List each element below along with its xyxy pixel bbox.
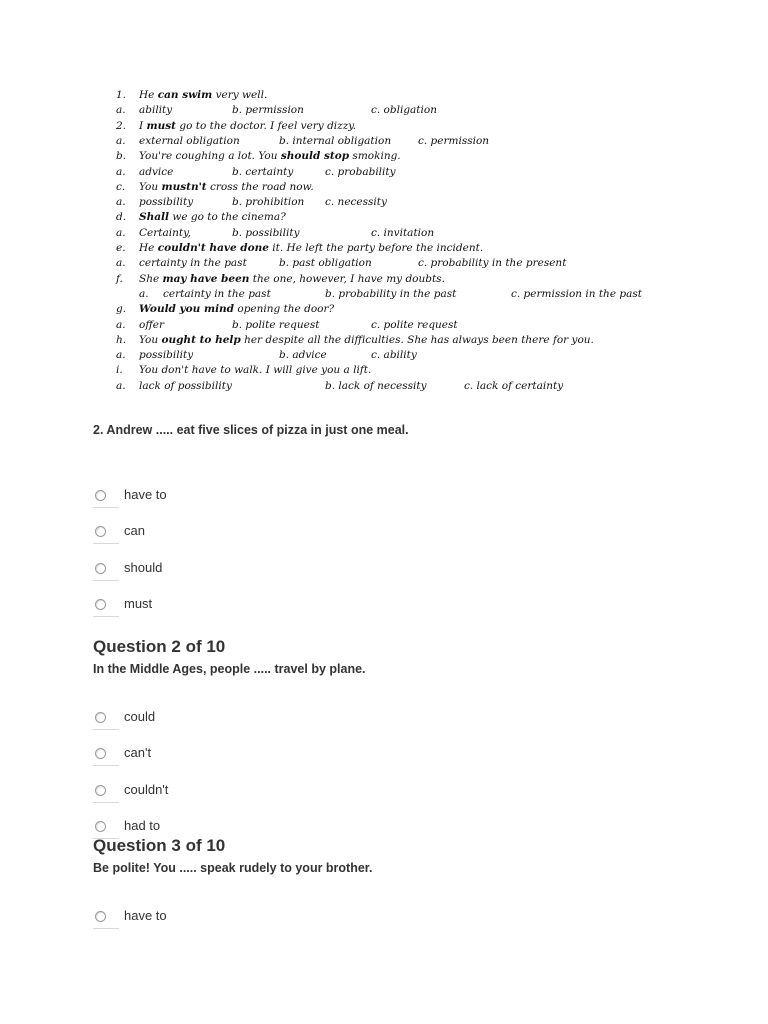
modal-verb-highlight: ought to help	[161, 333, 241, 346]
answer-option-must[interactable]	[93, 596, 293, 620]
choice-option: c. necessity	[325, 196, 387, 209]
option-underline	[93, 928, 119, 929]
question-prompt: Be polite! You ..... speak rudely to your brother.	[93, 861, 373, 875]
item-marker: e.	[116, 242, 126, 254]
choice-option: c. permission	[418, 134, 490, 147]
item-marker: b.	[116, 150, 127, 163]
option-underline	[93, 802, 119, 803]
choice-option: certainty in the past	[139, 257, 247, 270]
sentence-fragment: You	[139, 180, 162, 193]
sentence-fragment: You're coughing a lot. You	[139, 150, 281, 163]
sentence-row	[0, 119, 768, 134]
radio-button[interactable]	[95, 911, 106, 922]
item-marker: 2.	[116, 119, 127, 132]
sentence-row	[0, 210, 768, 225]
option-label: can	[124, 523, 145, 538]
sentence-fragment: He	[139, 242, 158, 254]
radio-button[interactable]	[95, 563, 106, 574]
sentence-row	[0, 363, 768, 378]
answer-choices-row	[0, 165, 768, 180]
choice-option: b. past obligation	[279, 257, 372, 270]
answer-choices-row	[0, 348, 768, 363]
option-label: have to	[124, 908, 167, 923]
option-underline	[93, 616, 119, 617]
sentence-fragment: You don't have to walk. I will give you a lift.	[139, 364, 372, 377]
sentence-text	[139, 272, 445, 287]
item-marker: a.	[139, 287, 149, 300]
choice-option: c. lack of certainty	[464, 379, 564, 392]
sentence-fragment: smoking.	[349, 150, 401, 163]
answer-choices-row	[0, 318, 768, 333]
sentence-row	[0, 302, 768, 317]
radio-button[interactable]	[95, 748, 106, 759]
answer-choices-row	[0, 256, 768, 271]
choice-option: c. permission in the past	[511, 287, 642, 300]
sentence-text	[139, 363, 371, 378]
sentence-text	[139, 302, 334, 317]
choice-option: possibility	[139, 349, 194, 362]
item-marker: a.	[116, 257, 126, 270]
sentence-row	[0, 241, 768, 256]
sentence-text	[139, 149, 401, 164]
choice-option: b. permission	[232, 104, 304, 117]
choice-option: Certainty,	[139, 226, 191, 239]
item-marker: a.	[116, 226, 126, 239]
choice-option: external obligation	[139, 134, 240, 147]
radio-button[interactable]	[95, 785, 106, 796]
modal-verb-highlight: Shall	[139, 211, 169, 224]
option-label: had to	[124, 818, 161, 833]
option-underline	[93, 729, 119, 730]
sentence-fragment: we go to the cinema?	[169, 211, 286, 224]
choice-option: b. polite request	[232, 318, 320, 331]
sentence-text	[139, 333, 594, 348]
item-marker: a.	[116, 379, 126, 392]
choice-option: c. invitation	[371, 226, 435, 239]
radio-button[interactable]	[95, 821, 106, 832]
answer-choices-row	[0, 226, 768, 241]
item-marker: h.	[116, 333, 127, 346]
sentence-text	[139, 119, 356, 134]
choice-option: b. lack of necessity	[325, 379, 427, 392]
sentence-text	[139, 88, 267, 103]
sentence-row	[0, 180, 768, 195]
modal-verb-highlight: couldn't have done	[157, 242, 269, 254]
choice-option: lack of possibility	[139, 379, 232, 392]
choice-option: advice	[139, 165, 174, 178]
item-marker: a.	[116, 165, 126, 178]
sentence-row	[0, 149, 768, 164]
question-prompt: 2. Andrew ..... eat five slices of pizza in just one meal.	[93, 423, 409, 437]
choice-option: b. advice	[279, 349, 327, 362]
radio-button[interactable]	[95, 599, 106, 610]
answer-option-couldnt[interactable]	[93, 782, 293, 806]
answer-option-have-to[interactable]	[93, 487, 293, 511]
item-marker: a.	[116, 104, 126, 117]
choice-option: c. probability in the present	[418, 257, 567, 270]
choice-option: b. certainty	[232, 165, 294, 178]
item-marker: c.	[116, 180, 126, 193]
choice-option: b. internal obligation	[279, 134, 392, 147]
sentence-fragment: I	[139, 119, 147, 132]
modal-verb-highlight: can swim	[157, 89, 213, 101]
option-underline	[93, 507, 119, 508]
sentence-text	[139, 180, 314, 195]
option-label: couldn't	[124, 782, 169, 797]
sentence-text	[139, 241, 483, 256]
item-marker: a.	[116, 134, 126, 147]
answer-choices-row	[0, 379, 768, 394]
answer-option-can[interactable]	[93, 523, 293, 547]
choice-option: b. probability in the past	[325, 287, 457, 300]
sentence-text	[139, 210, 286, 225]
sentence-fragment: cross the road now.	[206, 180, 314, 193]
sentence-row	[0, 333, 768, 348]
sentence-fragment: it. He left the party before the incident.	[268, 242, 484, 254]
sentence-fragment: her despite all the difficulties. She has always been there for you.	[240, 333, 594, 346]
modal-verb-highlight: should stop	[280, 150, 350, 163]
option-label: can't	[124, 745, 152, 760]
choice-option: c. probability	[325, 165, 396, 178]
answer-option-cant[interactable]	[93, 745, 293, 769]
choice-option: ability	[139, 104, 173, 117]
sentence-fragment: go to the doctor. I feel very dizzy.	[176, 119, 357, 132]
item-marker: d.	[116, 211, 127, 224]
sentence-row	[0, 88, 768, 103]
choice-option: c. ability	[371, 349, 417, 362]
modal-verb-highlight: may have been	[162, 272, 250, 285]
option-label: should	[124, 560, 163, 575]
sentence-fragment: She	[139, 272, 163, 285]
item-marker: 1.	[116, 89, 127, 101]
option-label: have to	[124, 487, 167, 502]
option-underline	[93, 543, 119, 544]
answer-choices-row	[0, 195, 768, 210]
question-prompt: In the Middle Ages, people ..... travel by plane.	[93, 662, 366, 676]
radio-button[interactable]	[95, 490, 106, 501]
option-underline	[93, 580, 119, 581]
sentence-fragment: very well.	[212, 89, 268, 101]
sentence-fragment: You	[139, 333, 162, 346]
question-heading: Question 2 of 10	[93, 637, 226, 656]
sentence-fragment: the one, however, I have my doubts.	[249, 272, 445, 285]
modal-verb-highlight: must	[146, 119, 177, 132]
item-marker: f.	[116, 272, 123, 285]
choice-option: b. prohibition	[232, 196, 305, 209]
choice-option: possibility	[139, 196, 194, 209]
item-marker: g.	[116, 303, 127, 316]
choice-option: c. obligation	[371, 104, 437, 117]
answer-option-could[interactable]	[93, 709, 293, 733]
item-marker: a.	[116, 318, 126, 331]
sentence-fragment: He	[139, 89, 158, 101]
question-heading: Question 3 of 10	[93, 836, 226, 855]
answer-choices-row	[0, 103, 768, 118]
choice-option: c. polite request	[371, 318, 458, 331]
choice-option: offer	[139, 318, 164, 331]
choice-option: b. possibility	[232, 226, 300, 239]
radio-button[interactable]	[95, 526, 106, 537]
radio-button[interactable]	[95, 712, 106, 723]
item-marker: i.	[116, 364, 123, 377]
option-label: could	[124, 709, 156, 724]
sentence-row	[0, 272, 768, 287]
choice-option: certainty in the past	[163, 287, 271, 300]
modal-verb-highlight: Would you mind	[139, 303, 235, 316]
option-label: must	[124, 596, 153, 611]
sentence-fragment: opening the door?	[234, 303, 335, 316]
answer-option-should[interactable]	[93, 560, 293, 584]
modal-verb-highlight: mustn't	[161, 180, 207, 193]
answer-choices-row	[0, 134, 768, 149]
answer-option-have-to[interactable]	[93, 908, 293, 932]
item-marker: a.	[116, 196, 126, 209]
item-marker: a.	[116, 349, 126, 362]
option-underline	[93, 765, 119, 766]
answer-choices-row	[0, 287, 768, 302]
